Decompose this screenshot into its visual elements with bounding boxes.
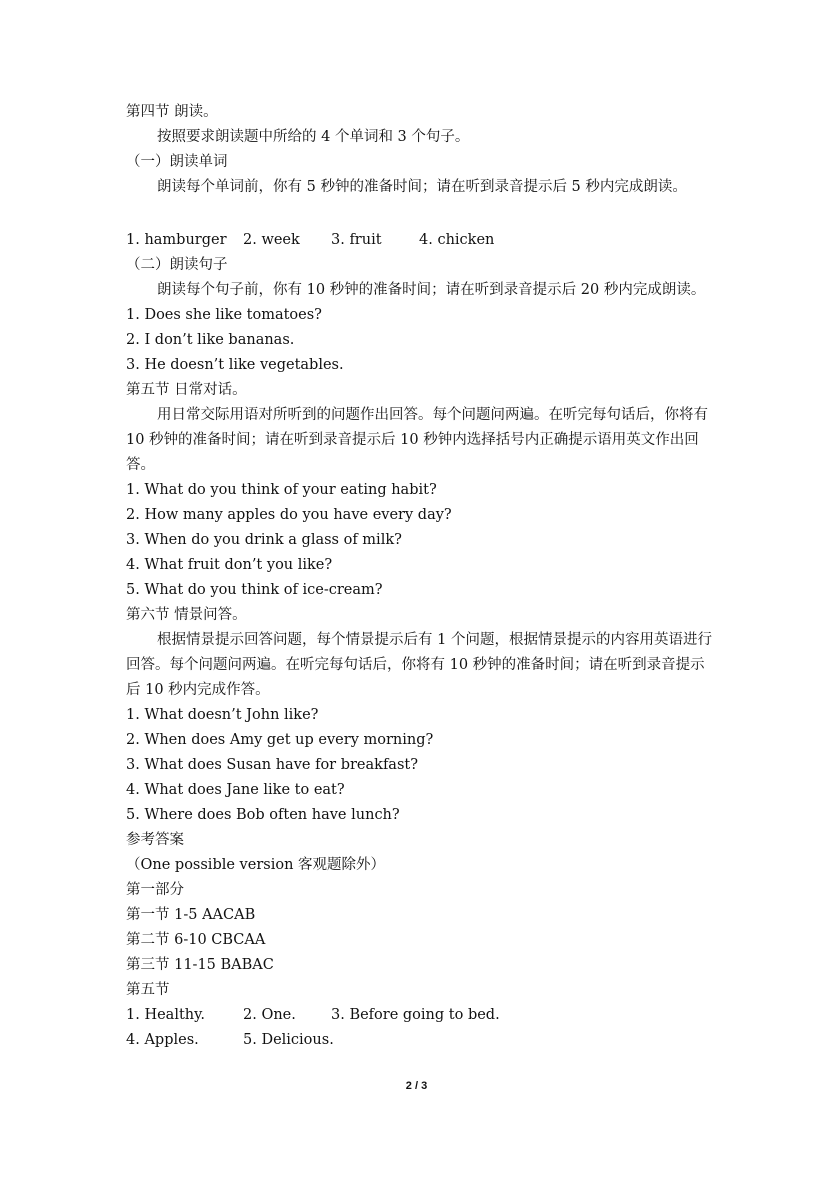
section-5-instructions: 用日常交际用语对所听到的问题作出回答。每个问题问两遍。在听完每句话后，你将有 10 秒钟的准备时间；请在听到录音提示后 10 秒钟内选择括号内正确提示语用英文作出回答。 (126, 407, 708, 473)
page-content (126, 100, 716, 1053)
part-2-title: （二）朗读句子 (126, 257, 228, 273)
answers-section-3: 第三节 11-15 BABAC (126, 957, 274, 973)
question-item: 1. What do you think of your eating habit? (126, 482, 437, 498)
part-1-title: （一）朗读单词 (126, 154, 228, 170)
answer-item: 4. Apples. (126, 1032, 199, 1048)
question-item: 5. Where does Bob often have lunch? (126, 807, 400, 823)
page-number: 2 / 3 (405, 1080, 428, 1092)
section-6-instructions: 根据情景提示回答问题，每个情景提示后有 1 个问题，根据情景提示的内容用英语进行回答。每个问题问两遍。在听完每句话后，你将有 10 秒钟的准备时间；请在听到录音提示后 10 秒内完成作答。 (126, 632, 712, 698)
question-item: 1. What doesn’t John like? (126, 707, 319, 723)
section-4-title: 第四节 朗读。 (126, 104, 218, 120)
word-item: 1. hamburger (126, 232, 227, 248)
word-list (126, 228, 716, 253)
question-item: 3. When do you drink a glass of milk? (126, 532, 402, 548)
answers-section-5: 第五节 (126, 982, 170, 998)
sentence-item: 2. I don’t like bananas. (126, 332, 295, 348)
answers-part-1: 第一部分 (126, 882, 184, 898)
answers-section-2: 第二节 6-10 CBCAA (126, 932, 266, 948)
answers-section-1: 第一节 1-5 AACAB (126, 907, 256, 923)
sentence-item: 3. He doesn’t like vegetables. (126, 357, 344, 373)
answers-title: 参考答案 (126, 832, 184, 848)
question-item: 4. What does Jane like to eat? (126, 782, 345, 798)
section-5-title: 第五节 日常对话。 (126, 382, 247, 398)
part-2-instructions: 朗读每个句子前，你有 10 秒钟的准备时间；请在听到录音提示后 20 秒内完成朗读。 (157, 282, 706, 298)
question-item: 3. What does Susan have for breakfast? (126, 757, 418, 773)
section-4-intro: 按照要求朗读题中所给的 4 个单词和 3 个句子。 (157, 129, 470, 145)
section-6-title: 第六节 情景问答。 (126, 607, 247, 623)
answer-item: 5. Delicious. (243, 1032, 334, 1048)
answer-row (126, 1003, 716, 1028)
question-item: 2. When does Amy get up every morning? (126, 732, 434, 748)
word-item: 2. week (243, 232, 300, 248)
answer-item: 1. Healthy. (126, 1007, 205, 1023)
question-item: 4. What fruit don’t you like? (126, 557, 333, 573)
word-item: 3. fruit (331, 232, 382, 248)
answer-item: 2. One. (243, 1007, 296, 1023)
answer-row (126, 1028, 716, 1053)
sentence-item: 1. Does she like tomatoes? (126, 307, 322, 323)
part-1-instructions: 朗读每个单词前，你有 5 秒钟的准备时间；请在听到录音提示后 5 秒内完成朗读。 (157, 179, 687, 195)
answers-note: （One possible version 客观题除外） (126, 857, 386, 873)
answer-item: 3. Before going to bed. (331, 1007, 500, 1023)
question-item: 2. How many apples do you have every day? (126, 507, 452, 523)
question-item: 5. What do you think of ice-cream? (126, 582, 383, 598)
word-item: 4. chicken (419, 232, 495, 248)
spacer (126, 200, 716, 228)
